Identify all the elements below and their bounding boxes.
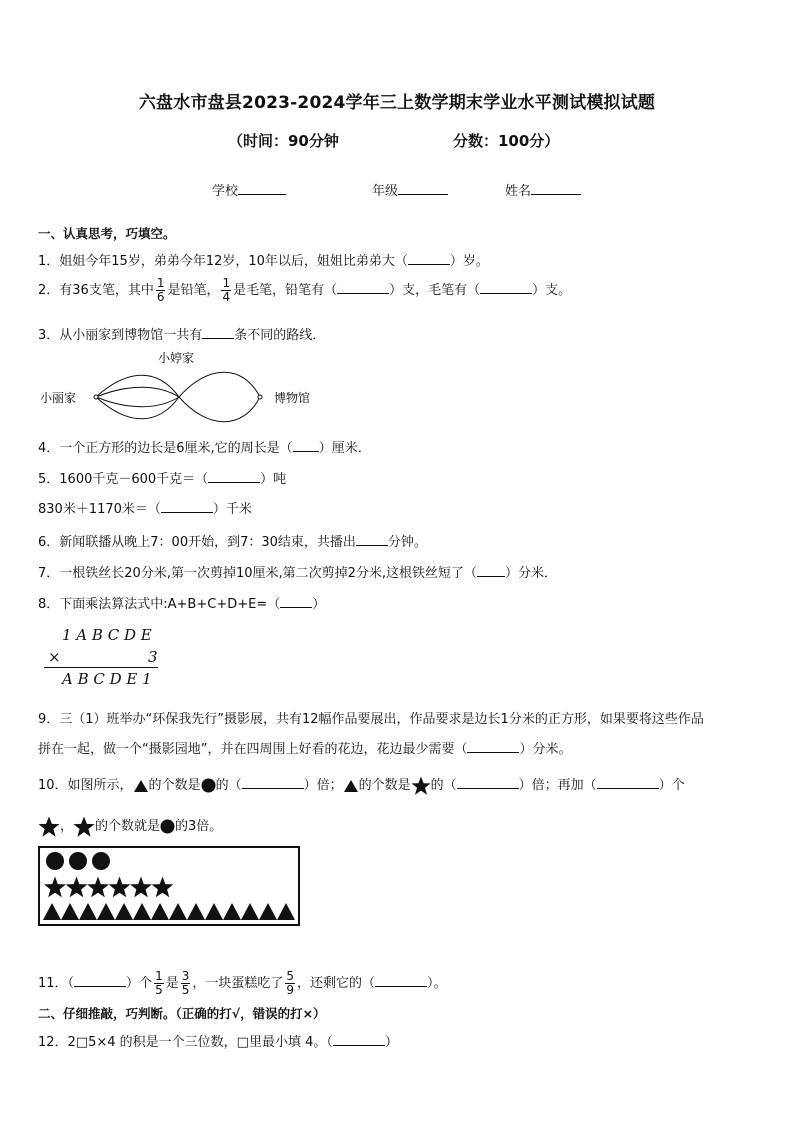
q10-text-c: 的（: [215, 778, 242, 793]
section-2-title: 二、仔细推敲，巧判断。（正确的打√，错误的打×）: [38, 1006, 326, 1021]
q11-fraction-3: $\frac{5}{9}$: [286, 969, 295, 997]
circle-icon: [201, 778, 216, 793]
question-6: [38, 531, 427, 550]
q11-text-f: ）。: [427, 976, 447, 991]
q8-blank[interactable]: [280, 595, 312, 608]
q2-blank-2[interactable]: [480, 281, 532, 294]
q12-blank[interactable]: [333, 1033, 385, 1046]
q10-text-h: ）个: [658, 778, 685, 793]
figure-triangle: [133, 903, 151, 920]
q2-text-d: ）支，毛笔有（: [389, 283, 481, 298]
figure-star: [130, 877, 152, 898]
question-2: [38, 277, 571, 304]
star-icon: [38, 816, 60, 838]
q6-text-end: 分钟。: [387, 535, 427, 550]
shapes-figure: [38, 846, 300, 926]
figure-circle: [46, 852, 64, 870]
q5-blank-2[interactable]: [161, 500, 213, 513]
star-icon: [73, 816, 95, 838]
grade-field[interactable]: [372, 180, 448, 199]
q10-text-i: ，: [60, 819, 74, 834]
question-8: [38, 593, 325, 612]
star-icon: [411, 776, 431, 796]
question-11: [38, 970, 447, 997]
q11-blank-2[interactable]: [375, 974, 427, 987]
figure-circle: [92, 852, 110, 870]
figure-triangle: [259, 903, 277, 920]
name-blank[interactable]: [531, 181, 581, 195]
question-9-line-1: 9．三（1）班举办“环保我先行”摄影展，共有12幅作品要展出，作品要求是边长1分米的正方形，如果要将这些作品: [38, 712, 704, 727]
triangle-icon: [133, 779, 149, 793]
q4-text: 4．一个正方形的边长是6厘米,它的周长是（: [38, 441, 293, 456]
circle-icon: [160, 819, 175, 834]
q11-text-e: ，还剩它的（: [297, 976, 376, 991]
figure-triangle: [223, 903, 241, 920]
figure-triangle: [61, 903, 79, 920]
q1-text-end: ）岁。: [449, 254, 489, 269]
end-point: [258, 395, 262, 399]
q6-blank[interactable]: [356, 533, 388, 546]
q10-text-f: 的（: [430, 778, 457, 793]
label-xiaoli-home: 小丽家: [40, 391, 77, 405]
q4-blank[interactable]: [293, 439, 319, 452]
q4-text-end: ）厘米．: [318, 441, 371, 456]
figure-triangle: [151, 903, 169, 920]
route-diagram: [38, 346, 314, 426]
shapes-svg: [40, 848, 298, 924]
q7-text: 7．一根铁丝长20分米,第一次剪掉10厘米,第二次剪掉2分米,这根铁丝短了（: [38, 566, 478, 581]
route-curves: [96, 372, 260, 422]
q11-fraction-1: $\frac{1}{5}$: [155, 969, 163, 997]
question-10-line-2: [38, 815, 222, 838]
q2-fraction-2: $\frac{1}{4}$: [222, 276, 231, 304]
question-3: [38, 324, 325, 343]
q10-text-d: ）倍；: [303, 778, 343, 793]
q10-blank-3[interactable]: [597, 776, 659, 789]
figure-circle: [69, 852, 87, 870]
q2-text-b: 是铅笔，: [167, 283, 220, 298]
figure-triangle: [277, 903, 295, 920]
q10-text-b: 的个数是: [148, 778, 201, 793]
q11-text-d: ，一块蛋糕吃了: [192, 976, 284, 991]
q1-text: 1．姐姐今年15岁，弟弟今年12岁，10年以后，姐姐比弟弟大（: [38, 254, 408, 269]
q10-blank-1[interactable]: [242, 776, 304, 789]
q3-text-end: 条不同的路线．: [234, 328, 326, 343]
exam-time: （时间：90分钟: [228, 132, 339, 150]
q10-text-k: 的3倍。: [175, 819, 223, 834]
q3-text: 3．从小丽家到博物馆一共有: [38, 328, 203, 343]
figure-triangle: [43, 903, 61, 920]
q5-text-b: ）吨: [260, 472, 287, 487]
school-field[interactable]: [212, 180, 286, 199]
q12-text: 12．2□5×4 的积是一个三位数，□里最小填 4。（: [38, 1035, 333, 1050]
q11-fraction-2: $\frac{3}{5}$: [181, 969, 190, 997]
q8-text-end: ）: [312, 597, 326, 612]
q12-text-end: ）: [384, 1035, 398, 1050]
q2-blank-1[interactable]: [337, 281, 389, 294]
q2-text-e: ）支。: [532, 283, 572, 298]
mult-multiplier: 3: [148, 648, 158, 666]
q10-text-a: 10．如图所示，: [38, 778, 133, 793]
figure-triangle: [115, 903, 133, 920]
figure-triangle: [97, 903, 115, 920]
name-label: 姓名: [505, 184, 532, 199]
q5-text-d: ）千米: [212, 502, 252, 517]
school-blank[interactable]: [238, 181, 286, 195]
figure-star: [87, 877, 109, 898]
q10-text-g: ）倍；再加（: [518, 778, 597, 793]
mult-rule: [44, 667, 158, 668]
question-12: [38, 1031, 398, 1050]
q11-text-a: 11．（: [38, 976, 75, 991]
question-9-line-2: [38, 738, 572, 757]
mult-times-sign: ×: [48, 648, 61, 666]
q9-text: 拼在一起，做一个“摄影园地”，并在四周围上好看的花边，花边最少需要（: [38, 742, 468, 757]
q5-text-a: 5．1600千克－600千克＝（: [38, 472, 209, 487]
figure-triangle: [169, 903, 187, 920]
q11-text-b: ）个: [126, 976, 153, 991]
label-museum: 博物馆: [274, 391, 311, 405]
school-label: 学校: [212, 184, 239, 199]
mult-row-1: 1 A B C D E: [62, 626, 152, 644]
name-field[interactable]: [505, 180, 581, 199]
mult-result: A B C D E 1: [62, 670, 152, 688]
figure-star: [109, 877, 131, 898]
label-xiaoting-home: 小婷家: [158, 351, 195, 365]
question-1: [38, 250, 489, 269]
q3-blank[interactable]: [202, 326, 234, 339]
q9-text-end: ）分米。: [519, 742, 572, 757]
q2-text: 2．有36支笔，其中: [38, 283, 154, 298]
q10-blank-2[interactable]: [457, 776, 519, 789]
q11-text-c: 是: [165, 976, 179, 991]
q2-fraction-1: $\frac{1}{6}$: [156, 276, 165, 304]
question-5a: [38, 468, 286, 487]
q7-blank[interactable]: [477, 564, 505, 577]
q8-text: 8．下面乘法算法式中:A+B+C+D+E=（: [38, 597, 281, 612]
q6-text: 6．新闻联播从晚上7：00开始，到7：30结束，共播出: [38, 535, 356, 550]
figure-star: [152, 877, 174, 898]
q9-blank[interactable]: [467, 740, 519, 753]
question-5b: [38, 498, 252, 517]
figure-triangle: [205, 903, 223, 920]
q5-blank-1[interactable]: [208, 470, 260, 483]
q5-text-c: 830米＋1170米＝（: [38, 502, 161, 517]
q10-text-j: 的个数就是: [95, 819, 161, 834]
q1-answer-blank[interactable]: [408, 252, 450, 265]
figure-triangle: [79, 903, 97, 920]
figure-triangle: [241, 903, 259, 920]
q7-text-end: ）分米．: [505, 566, 558, 581]
q2-text-c: 是毛笔，铅笔有（: [233, 283, 338, 298]
figure-star: [44, 877, 66, 898]
question-10-line-1: [38, 774, 685, 796]
grade-label: 年级: [372, 184, 399, 199]
q10-text-e: 的个数是: [358, 778, 411, 793]
exam-score: 分数：100分）: [453, 132, 560, 150]
triangle-icon: [343, 779, 359, 793]
page-title: 六盘水市盘县2023-2024学年三上数学期末学业水平测试模拟试题: [138, 93, 656, 113]
section-1-title: 一、认真思考，巧填空。: [38, 226, 176, 241]
question-4: [38, 437, 371, 456]
q11-blank-1[interactable]: [74, 974, 126, 987]
figure-star: [66, 877, 88, 898]
question-7: [38, 562, 557, 581]
start-point: [94, 395, 98, 399]
grade-blank[interactable]: [398, 181, 448, 195]
figure-triangle: [187, 903, 205, 920]
